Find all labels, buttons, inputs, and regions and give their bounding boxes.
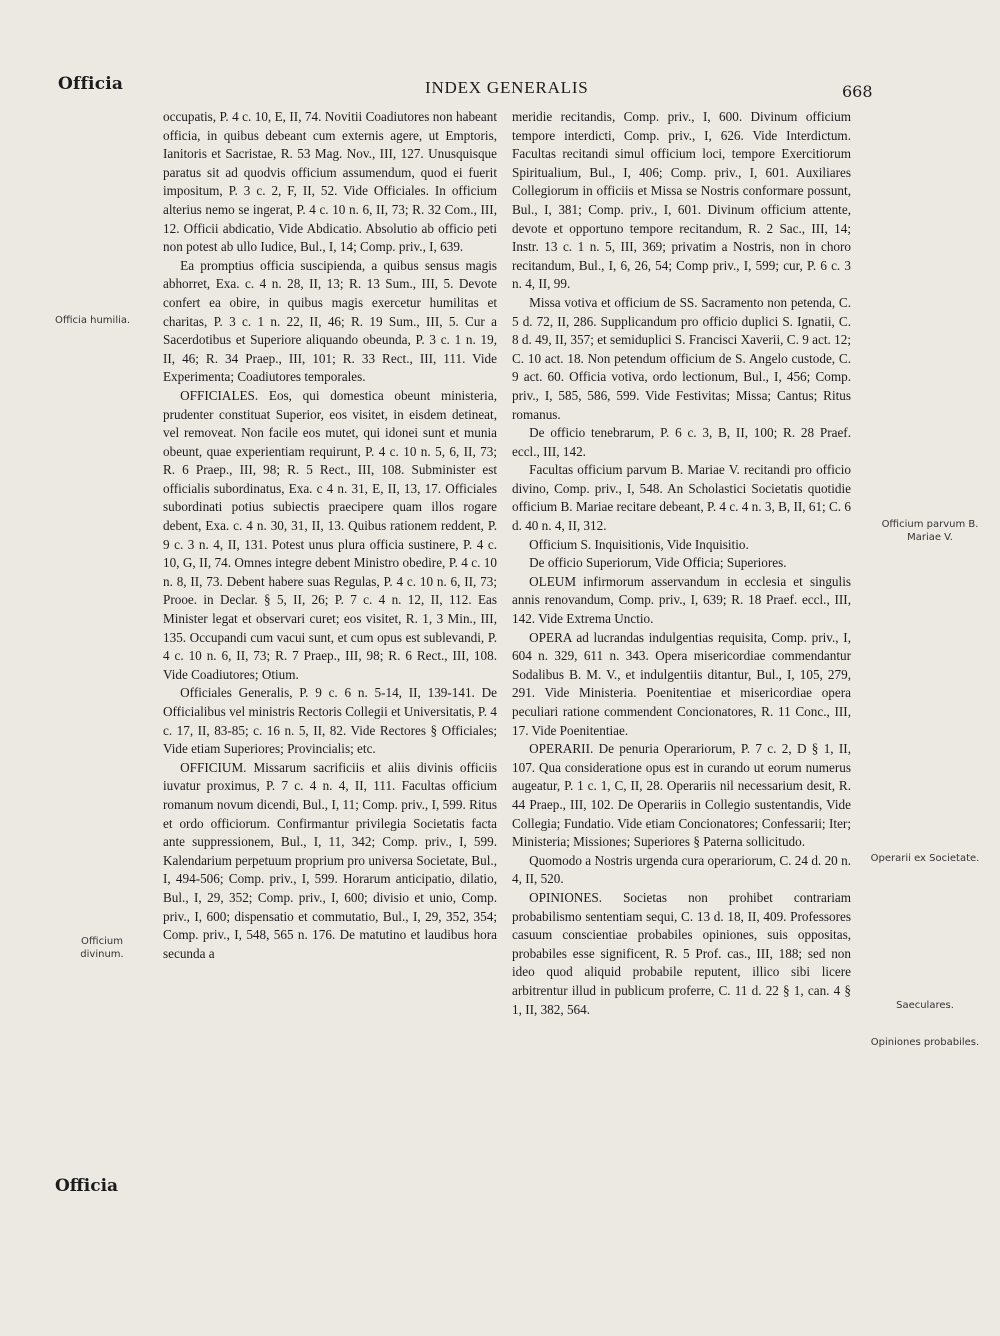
paragraph: OPERA ad lucrandas indulgentias requisita, Comp. priv., I, 604 n. 329, 611 n. 343. Opera misericordiae commendantur Sodalibus B. M. V., et indulgentiis ditantur, Bul., I, 105, 279, 291. Vide Ministeria. Poenitentiae et misericordiae opera peculiari ratione commendent Concionatores, R. 11 Conc., III, 17. Vide Poenitentiae. bbox=[512, 629, 851, 738]
running-head-word: Officia bbox=[58, 74, 124, 94]
paragraph: De officio Superiorum, Vide Officia; Superiores. bbox=[529, 555, 787, 571]
margin-note-officia-humilia: Officia humilia. bbox=[55, 315, 131, 326]
paragraph: Ea promptius officia suscipienda, a quibus sensus magis abhorret, Exa. c. 4 n. 28, II, 13; R. 13 Sum., III, 5. Devote confert ea obire, in quibus magis exercetur humilitas et charitas, P. 3 c. 1 n. 22, II, 46; R. 19 Sum., III, 5. Cur a Sacerdotibus et Superiore aliquando obeunda, P. 3 c. 1 n. 19, II, 46; R. 34 Praep., III, 101; R. 33 Rect., III, 111. Vide Experimenta; Coadiutores temporales. bbox=[163, 257, 497, 385]
footer-word: Officia bbox=[55, 1176, 119, 1196]
page-title: INDEX GENERALIS bbox=[425, 78, 589, 97]
paragraph: meridie recitandis, Comp. priv., I, 600. Divinum officium tempore interdicti, Comp. priv., I, 626. Vide Interdictum. Facultas recitandi simul officium loci, tempore Exercitiorum Spiritualium, Bul., I, 406; Comp. priv., I, 601. Auxiliares Collegiorum in officiis et Missa se Nostris conformare possunt, Bul., I, 381; Comp. priv., I, 601. Divinum officium attente, devote et opportuno tempore recitandum, R. 2 Sac., III, 14; Instr. 13 c. 1 n. 5, III, 369; privatim a Nostris, non in choro recitandum, Bul., I, 6, 26, 54; Comp priv., I, 599; cur, P. 6 c. 3 n. 4, II, 99. bbox=[512, 109, 851, 292]
margin-note-opiniones: Opiniones probabiles. bbox=[870, 1037, 980, 1048]
margin-note-officium-divinum: Officium divinum. bbox=[80, 936, 124, 960]
paragraph: Missa votiva et officium de SS. Sacramento non petenda, C. 5 d. 72, II, 286. Supplicandum pro officio duplici S. Ignatii, C. 8 d. 49, II, 357; et semiduplici S. Francisci Xaverii, C. 9 act. 12; C. 10 act. 18. Non petendum officium de S. Angelo custode, C. 9 act. 60. Officia votiva, ordo lectionum, Bul., I, 456; Comp. priv., I, 585, 586, 599. Vide Festivitas; Missa; Cantus; Ritus romanus. bbox=[512, 294, 851, 422]
paragraph: OFFICIALES. Eos, qui domestica obeunt ministeria, prudenter constituat Superior, eos visitet, in eisdem detineat, vel removeat. Non facile eos mutet, qui idonei sunt et munia obeunt, quae experientiam requirunt, P. 4 c. 10 n. 5, 6, II, 73; R. 6 Praep., III, 98; R. 5 Rect., III, 108. Subminister est officialis subordinatus, Exa. c 4 n. 31, E, II, 13, 17. Officiales subordinati potius subiectis praecipere quam illos rogare debent, Exa. c. 4 n. 30, 31, II, 13. Quibus rationem reddent, P. 9 c. 3 n. 4, II, 131. Potest unus plura officia sustinere, P. 4 c. 10, G, II, 74. Omnes integre debent Ministro obedire, P. 4 c. 10 n. 8, II, 73. Debent habere suas Regulas, P. 4 c. 10 n. 6, II, 73; Prooe. in Declar. § 5, II, 26; P. 7 c. 4 n. 12, II, 112. Eas Minister legat et observari curet; eos visitet, R. 1, 3 Min., III, 135. Occupandi cum vacui sunt, et cum opus est sublevandi, P. 4 c. 10 n. 6, II, 73; R. 7 Praep., III, 98; R. 6 Rect., III, 108. Vide Coadiutores; Otium. bbox=[163, 387, 497, 682]
paragraph: OPERARII. De penuria Operariorum, P. 7 c. 2, D § 1, II, 107. Qua consideratione opus est in curando ut eorum numerus augeatur, P. 1 c. 1, C, II, 28. Operariis nil necessarium desit, R. 44 Praep., III, 102. De Operariis in Collegio sustentandis, Vide Collegia; Fundatio. Vide etiam Concionatores; Confessarii; Iter; Ministeria; Missiones; Superiores § Paterna sollicitudo. bbox=[512, 741, 851, 850]
margin-note-operarii: Operarii ex Societate. bbox=[870, 853, 980, 864]
paragraph: Officium S. Inquisitionis, Vide Inquisitio. bbox=[529, 536, 749, 552]
page-number: 668 bbox=[842, 82, 873, 101]
paragraph: OFFICIUM. Missarum sacrificiis et aliis divinis officiis iuvatur proximus, P. 7 c. 4 n. 4, II, 111. Facultas officium romanum novum dicendi, Bul., I, 11; Comp. priv., I, 599. Ritus et ordo officiorum. Confirmantur privilegia Societatis facta ante suppressionem, Bul., I, 11, 342; Comp. priv., I, 599. Kalendarium perpetuum proprium pro universa Societate, Bul., I, 494-506; Comp. priv., I, 599. Horarum anticipatio, dilatio, Bul., I, 29, 352; Comp. priv., I, 600; divisio et unio, Comp. priv., I, 600; dispensatio et commutatio, Bul., I, 29, 352, 354; Comp. priv., I, 548, 565 n. 176. De matutino et laudibus hora secunda a bbox=[163, 759, 497, 961]
margin-note-officium-parvum: Officium parvum B. Mariae V. bbox=[881, 519, 979, 543]
margin-note-saeculares: Saeculares. bbox=[896, 1000, 954, 1011]
paragraph: De officio tenebrarum, P. 6 c. 3, B, II, 100; R. 28 Praef. eccl., III, 142. bbox=[512, 425, 851, 459]
paragraph: occupatis, P. 4 c. 10, E, II, 74. Novitii Coadiutores non habeant officia, in quibus debeant cum externis agere, ut Emptoris, Ianitoris et Sacristae, R. 53 Mag. Nov., III, 127. Unusquisque paratus sit ad quodvis officium assumendum, quod ei fuerit impositum, P. 3 c. 2, F, II, 52. Vide Officiales. In officium alterius nemo se ingerat, P. 4 c. 10 n. 6, II, 73; R. 32 Com., III, 12. Officii abdicatio, Vide Abdicatio. Absolutio ab officio peti non potest ab ullo Iudice, Bul., I, 14; Comp. priv., I, 639. bbox=[163, 109, 497, 255]
paragraph: Quomodo a Nostris urgenda cura operariorum, C. 24 d. 20 n. 4, II, 520. bbox=[512, 852, 851, 887]
column-right bbox=[512, 108, 851, 1019]
paragraph: OLEUM infirmorum asservandum in ecclesia et singulis annis renovandum, Comp. priv., I, 639; R. 18 Praef. eccl., III, 142. Vide Extrema Unctio. bbox=[512, 573, 851, 627]
paragraph: Officiales Generalis, P. 9 c. 6 n. 5-14, II, 139-141. De Officialibus vel ministris Rectoris Collegii et Universitatis, P. 4 c. 17, II, 83-85; c. 16 n. 5, II, 82. Vide Rectores § Officiales; Vide etiam Superiores; Provincialis; etc. bbox=[163, 685, 497, 757]
paragraph: Facultas officium parvum B. Mariae V. recitandi pro officio divino, Comp. priv., I, 548. An Scholastici Societatis quotidie officium B. Mariae recitare debeant, P. 4 c. 4 n. 3, B, II, 61; C. 6 d. 40 n. 4, II, 312. bbox=[512, 462, 851, 534]
column-left bbox=[163, 108, 497, 963]
paragraph: OPINIONES. Societas non prohibet contrariam probabilismo sententiam sequi, C. 13 d. 18, II, 409. Professores casuum conscientiae probabiles opiniones, suis oppositas, probabiles esse significent, R. 5 Prof. cas., III, 188; sed non ideo quod aliquid probabile reputent, illico sibi licere arbitrentur illud in publicum proferre, C. 11 d. 22 § 1, can. 4 § 1, II, 382, 564. bbox=[512, 889, 851, 1017]
